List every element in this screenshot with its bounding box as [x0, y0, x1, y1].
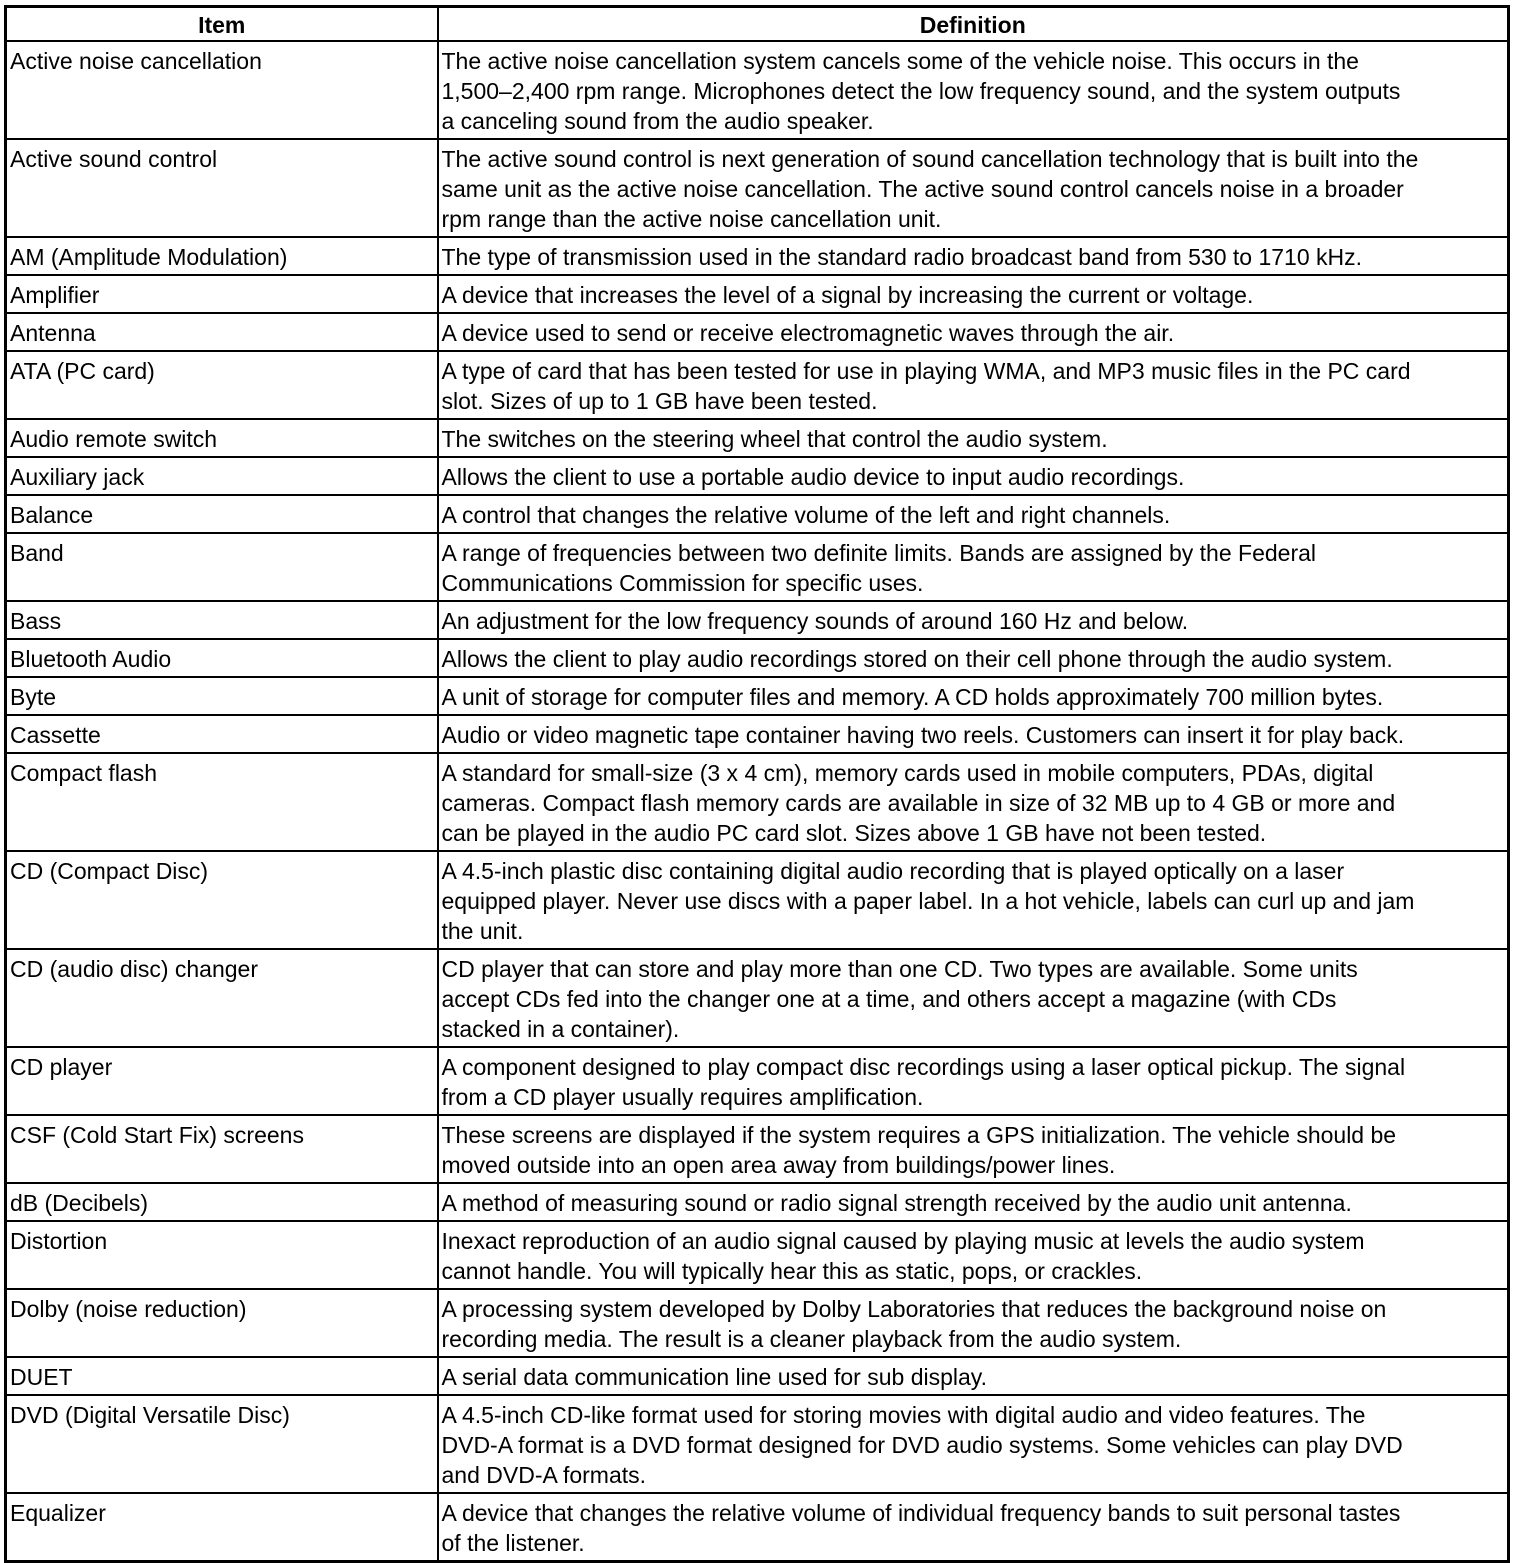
item-cell: Audio remote switch: [6, 419, 438, 457]
item-cell: Balance: [6, 495, 438, 533]
item-cell: Bluetooth Audio: [6, 639, 438, 677]
table-row: [6, 715, 1509, 753]
table-row: [6, 949, 1509, 1047]
item-cell: CD (Compact Disc): [6, 851, 438, 949]
table-row: [6, 851, 1509, 949]
table-row: [6, 275, 1509, 313]
item-column-header: Item: [6, 7, 438, 42]
definition-cell: The switches on the steering wheel that control the audio system.: [438, 419, 1509, 457]
definition-cell: A unit of storage for computer files and memory. A CD holds approximately 700 million bytes.: [438, 677, 1509, 715]
table-row: [6, 1115, 1509, 1183]
definition-cell: A control that changes the relative volume of the left and right channels.: [438, 495, 1509, 533]
definition-cell: An adjustment for the low frequency sounds of around 160 Hz and below.: [438, 601, 1509, 639]
table-row: [6, 533, 1509, 601]
definition-cell: The type of transmission used in the standard radio broadcast band from 530 to 1710 kHz.: [438, 237, 1509, 275]
table-row: [6, 1395, 1509, 1493]
definition-cell: A device that changes the relative volume of individual frequency bands to suit personal tastes of the listener.: [438, 1493, 1509, 1562]
table-row: [6, 495, 1509, 533]
definition-cell: The active sound control is next generation of sound cancellation technology that is built into the same unit as the active noise cancellation. The active sound control cancels noise in a broader rpm range than the active noise cancellation unit.: [438, 139, 1509, 237]
table-row: [6, 1047, 1509, 1115]
definition-cell: A component designed to play compact disc recordings using a laser optical pickup. The signal from a CD player usually requires amplification.: [438, 1047, 1509, 1115]
definition-cell: A device used to send or receive electromagnetic waves through the air.: [438, 313, 1509, 351]
item-cell: Compact flash: [6, 753, 438, 851]
item-cell: Dolby (noise reduction): [6, 1289, 438, 1357]
table-row: [6, 41, 1509, 139]
table-row: [6, 639, 1509, 677]
definition-cell: Allows the client to play audio recordings stored on their cell phone through the audio system.: [438, 639, 1509, 677]
definition-cell: A type of card that has been tested for use in playing WMA, and MP3 music files in the PC card slot. Sizes of up to 1 GB have been tested.: [438, 351, 1509, 419]
table-row: [6, 313, 1509, 351]
item-cell: Amplifier: [6, 275, 438, 313]
item-cell: Cassette: [6, 715, 438, 753]
table-row: [6, 753, 1509, 851]
table-row: [6, 139, 1509, 237]
table-row: [6, 1221, 1509, 1289]
item-cell: dB (Decibels): [6, 1183, 438, 1221]
table-row: [6, 457, 1509, 495]
item-cell: Equalizer: [6, 1493, 438, 1562]
table-row: [6, 351, 1509, 419]
definition-cell: A method of measuring sound or radio signal strength received by the audio unit antenna.: [438, 1183, 1509, 1221]
item-cell: CSF (Cold Start Fix) screens: [6, 1115, 438, 1183]
glossary-body: [6, 41, 1509, 1562]
item-cell: Antenna: [6, 313, 438, 351]
item-cell: Active sound control: [6, 139, 438, 237]
definition-cell: A range of frequencies between two definite limits. Bands are assigned by the Federal Communications Commission for specific uses.: [438, 533, 1509, 601]
definition-cell: Inexact reproduction of an audio signal caused by playing music at levels the audio system cannot handle. You will typically hear this as static, pops, or crackles.: [438, 1221, 1509, 1289]
table-row: [6, 1183, 1509, 1221]
table-row: [6, 237, 1509, 275]
definition-cell: CD player that can store and play more than one CD. Two types are available. Some units accept CDs fed into the changer one at a time, and others accept a magazine (with CDs stacked in a container).: [438, 949, 1509, 1047]
table-row: [6, 1357, 1509, 1395]
table-row: [6, 1289, 1509, 1357]
item-cell: Bass: [6, 601, 438, 639]
definition-cell: The active noise cancellation system cancels some of the vehicle noise. This occurs in the 1,500–2,400 rpm range. Microphones detect the low frequency sound, and the system outputs a canceling sound from the audio speaker.: [438, 41, 1509, 139]
definition-cell: A processing system developed by Dolby Laboratories that reduces the background noise on recording media. The result is a cleaner playback from the audio system.: [438, 1289, 1509, 1357]
table-row: [6, 601, 1509, 639]
definition-cell: Audio or video magnetic tape container having two reels. Customers can insert it for play back.: [438, 715, 1509, 753]
definition-cell: Allows the client to use a portable audio device to input audio recordings.: [438, 457, 1509, 495]
item-cell: ATA (PC card): [6, 351, 438, 419]
item-cell: Band: [6, 533, 438, 601]
definition-cell: A 4.5-inch CD-like format used for storing movies with digital audio and video features. The DVD-A format is a DVD format designed for DVD audio systems. Some vehicles can play DVD and DVD-A formats.: [438, 1395, 1509, 1493]
table-row: [6, 677, 1509, 715]
item-cell: Distortion: [6, 1221, 438, 1289]
item-cell: Active noise cancellation: [6, 41, 438, 139]
table-row: [6, 419, 1509, 457]
item-cell: Byte: [6, 677, 438, 715]
item-cell: DVD (Digital Versatile Disc): [6, 1395, 438, 1493]
glossary-table: [4, 5, 1510, 1563]
item-cell: Auxiliary jack: [6, 457, 438, 495]
item-cell: AM (Amplitude Modulation): [6, 237, 438, 275]
item-cell: DUET: [6, 1357, 438, 1395]
definition-cell: A standard for small-size (3 x 4 cm), memory cards used in mobile computers, PDAs, digital cameras. Compact flash memory cards are available in size of 32 MB up to 4 GB or more and can be played in the audio PC card slot. Sizes above 1 GB have not been tested.: [438, 753, 1509, 851]
item-cell: CD player: [6, 1047, 438, 1115]
definition-cell: A serial data communication line used for sub display.: [438, 1357, 1509, 1395]
definition-column-header: Definition: [438, 7, 1509, 42]
header-row: [6, 7, 1509, 42]
definition-cell: These screens are displayed if the system requires a GPS initialization. The vehicle should be moved outside into an open area away from buildings/power lines.: [438, 1115, 1509, 1183]
definition-cell: A 4.5-inch plastic disc containing digital audio recording that is played optically on a laser equipped player. Never use discs with a paper label. In a hot vehicle, labels can curl up and jam the unit.: [438, 851, 1509, 949]
definition-cell: A device that increases the level of a signal by increasing the current or voltage.: [438, 275, 1509, 313]
table-row: [6, 1493, 1509, 1562]
item-cell: CD (audio disc) changer: [6, 949, 438, 1047]
